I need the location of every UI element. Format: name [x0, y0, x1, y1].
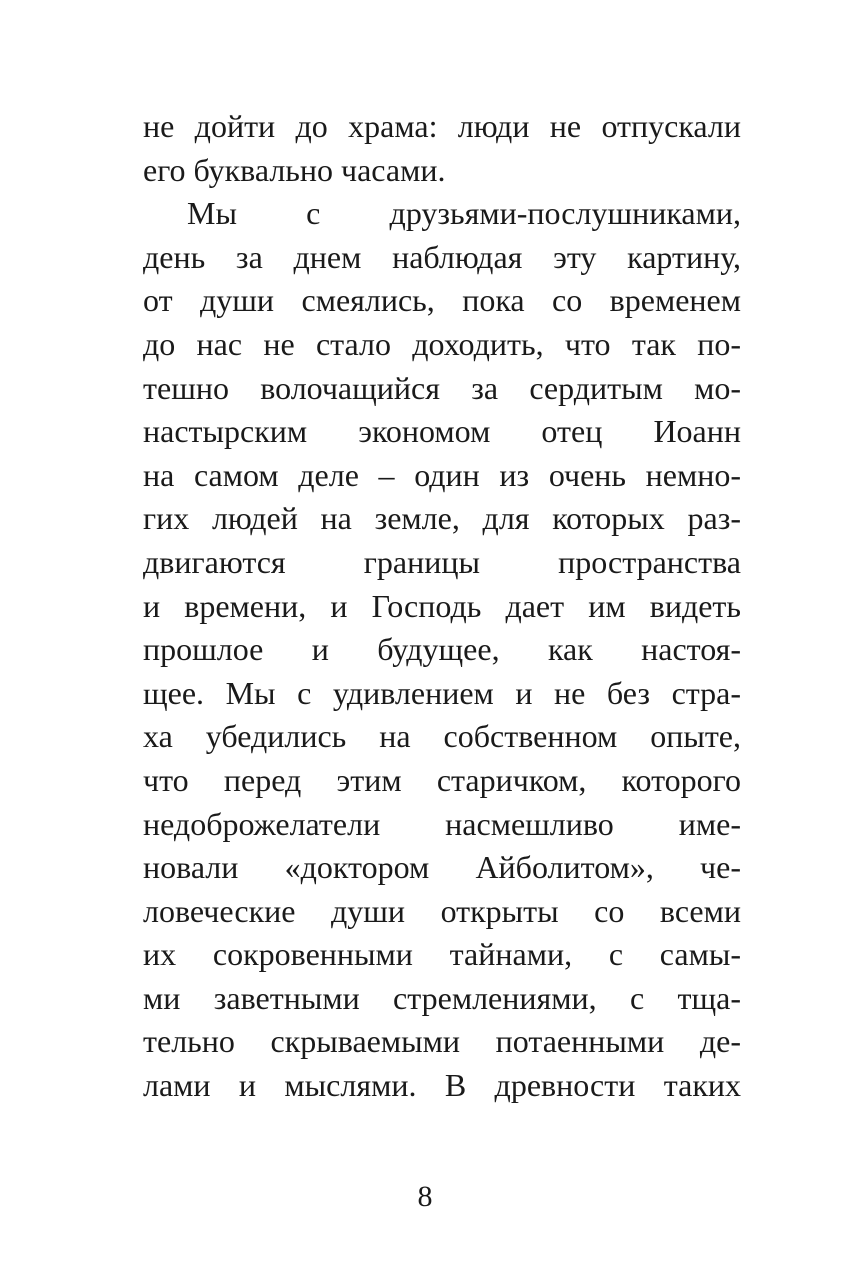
- text-line: недоброжелатели насмешливо име-: [143, 805, 741, 842]
- text-line: тельно скрываемыми потаенными де-: [143, 1023, 741, 1060]
- text-line: ловеческие души открыты со всеми: [143, 892, 741, 929]
- paragraph-start-line: Мы с друзьями-послушниками,: [187, 195, 741, 232]
- text-line: их сокровенными тайнами, с самы-: [143, 936, 741, 973]
- text-line: что перед этим старичком, которого: [143, 761, 741, 798]
- text-line: до нас не стало доходить, что так по-: [143, 325, 741, 362]
- body-text: [143, 105, 741, 1108]
- text-line: и времени, и Господь дает им видеть: [143, 587, 741, 624]
- text-line: на самом деле – один из очень немно-: [143, 456, 741, 493]
- text-line: от души смеялись, пока со временем: [143, 282, 741, 319]
- text-line: гих людей на земле, для которых раз-: [143, 500, 741, 537]
- text-line: не дойти до храма: люди не отпускали: [143, 108, 741, 144]
- page-number: 8: [417, 1180, 433, 1213]
- text-line: прошлое и будущее, как настоя-: [143, 631, 741, 668]
- text-line: щее. Мы с удивлением и не без стра-: [143, 674, 741, 711]
- text-line: настырским экономом отец Иоанн: [143, 413, 741, 450]
- text-line: его буквально часами.: [143, 151, 446, 188]
- text-line: ха убедились на собственном опыте,: [143, 718, 741, 755]
- text-line: ми заветными стремлениями, с тща-: [143, 979, 741, 1016]
- text-line: день за днем наблюдая эту картину,: [143, 238, 741, 275]
- text-line: тешно волочащийся за сердитым мо-: [143, 369, 741, 406]
- text-line: новали «доктором Айболитом», че-: [143, 849, 741, 886]
- text-line: двигаются границы пространства: [143, 543, 741, 580]
- text-line: лами и мыслями. В древности таких: [143, 1067, 741, 1104]
